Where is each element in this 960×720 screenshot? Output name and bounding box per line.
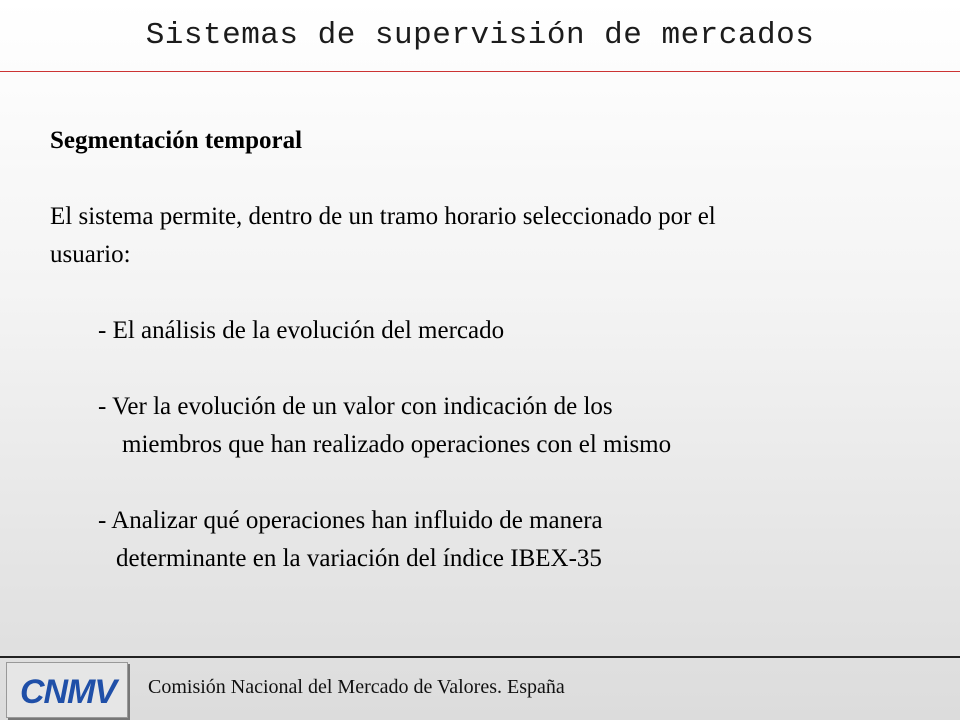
- cnmv-logo-icon: [11, 665, 125, 715]
- spacer: [50, 350, 920, 388]
- bullet-item-1: - El análisis de la evolución del mercado: [98, 317, 505, 344]
- footer-organization: Comisión Nacional del Mercado de Valores. España: [148, 676, 565, 698]
- bullet-item-3-line-1: - Analizar qué operaciones han influido de manera: [98, 507, 603, 534]
- bullet-item-3-line-2: determinante en la variación del índice IBEX-35: [116, 545, 602, 572]
- intro-line-2: usuario:: [50, 241, 131, 268]
- bullet-item-2-line-2: miembros que han realizado operaciones con el mismo: [122, 431, 672, 458]
- spacer: [50, 274, 920, 312]
- slide-title: Sistemas de supervisión de mercados: [145, 18, 815, 53]
- title-divider: [0, 71, 960, 72]
- footer-divider: [0, 656, 960, 658]
- logo-text: CNMV: [19, 673, 117, 711]
- intro-line-1: El sistema permite, dentro de un tramo horario seleccionado por el: [50, 203, 716, 230]
- spacer: [50, 160, 920, 198]
- section-heading: Segmentación temporal: [50, 127, 303, 154]
- spacer: [50, 464, 920, 502]
- slide-body: [50, 122, 920, 578]
- bullet-item-2-line-1: - Ver la evolución de un valor con indicación de los: [98, 393, 613, 420]
- cnmv-logo: [6, 662, 128, 718]
